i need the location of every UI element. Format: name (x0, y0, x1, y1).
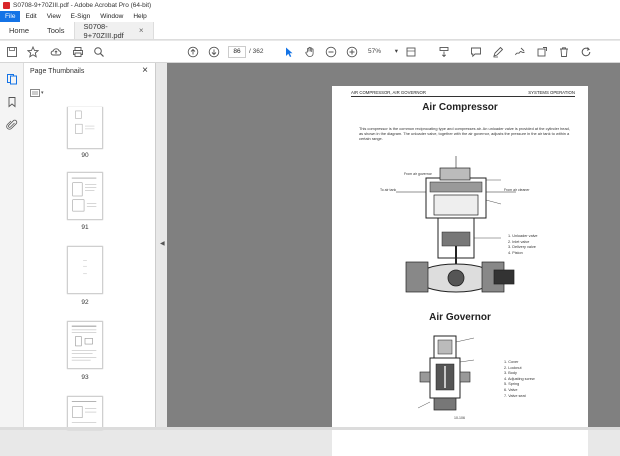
attachments-icon[interactable] (6, 119, 18, 131)
section-title-air-governor: Air Governor (332, 312, 588, 323)
legend-item: 7. Valve seat (504, 394, 535, 400)
navigation-pane (0, 63, 24, 430)
menu-edit[interactable]: Edit (20, 11, 41, 22)
legend-item: 1. Cover (504, 360, 535, 366)
menu-help[interactable]: Help (128, 11, 151, 22)
tab-document[interactable] (74, 22, 154, 39)
chevron-down-icon: ▾ (41, 90, 44, 96)
search-icon[interactable] (93, 46, 105, 58)
window-title: S0708-9+70ZIII.pdf - Adobe Acrobat Pro (64-bit) (13, 2, 151, 9)
thumbnail-preview (68, 173, 102, 219)
hand-tool-icon[interactable] (304, 46, 316, 58)
tab-home[interactable]: Home (0, 22, 38, 39)
upload-cloud-icon[interactable] (50, 46, 62, 58)
compressor-legend (508, 234, 538, 256)
page-total: / 362 (249, 46, 263, 58)
rotate-icon[interactable] (580, 46, 592, 58)
thumbnail-options-menu[interactable] (30, 88, 48, 98)
menu-file[interactable]: File (0, 11, 20, 22)
delete-trash-icon[interactable] (558, 46, 570, 58)
menu-esign[interactable]: E-Sign (66, 11, 96, 22)
document-viewer[interactable] (167, 63, 620, 430)
tab-document-label: S0708-9+70ZIII.pdf (84, 22, 139, 40)
page-header-left: AIR COMPRESSOR, AIR GOVERNOR (351, 90, 426, 95)
governor-legend (504, 360, 535, 399)
bookmark-star-icon[interactable] (27, 46, 39, 58)
legend-item: 6. Valve (504, 388, 535, 394)
menu-bar (0, 11, 620, 22)
acrobat-logo-icon (3, 2, 10, 9)
zoom-out-icon[interactable] (325, 46, 337, 58)
thumbnails-panel-title: Page Thumbnails (30, 68, 84, 75)
legend-item: 2. Inlet valve (508, 240, 538, 246)
thumbnail-page-90[interactable] (67, 107, 103, 149)
page-thumbnails-icon[interactable] (6, 73, 18, 85)
air-governor-diagram (412, 332, 482, 422)
sign-icon[interactable] (514, 46, 526, 58)
thumbnail-page-91[interactable] (67, 172, 103, 220)
comment-icon[interactable] (470, 46, 482, 58)
thumbnail-preview (68, 247, 102, 293)
label-from-air-cleaner: From air cleaner (504, 188, 529, 194)
toolbar (0, 41, 620, 63)
thumbnail-page-94[interactable] (67, 396, 103, 430)
thumbnail-label-90: 90 (67, 152, 103, 159)
legend-item: 4. Piston (508, 251, 538, 257)
previous-page-icon[interactable] (187, 46, 199, 58)
share-link-icon[interactable] (536, 46, 548, 58)
thumbnail-label-91: 91 (67, 224, 103, 231)
title-bar (0, 0, 620, 11)
thumbnail-page-92[interactable] (67, 246, 103, 294)
thumbnail-page-93[interactable] (67, 321, 103, 369)
scroll-mode-icon[interactable] (438, 46, 450, 58)
legend-item: 3. Delivery valve (508, 245, 538, 251)
tab-close-icon[interactable]: × (139, 26, 144, 35)
figure-code: 10-106 (454, 416, 465, 422)
menu-window[interactable]: Window (95, 11, 128, 22)
page-thumbnails-panel (24, 63, 156, 430)
page-header (351, 90, 575, 97)
highlight-pen-icon[interactable] (492, 46, 504, 58)
air-compressor-diagram (376, 150, 536, 310)
thumbnail-label-93: 93 (67, 374, 103, 381)
page-number-input[interactable]: 86 (228, 46, 246, 58)
label-to-air-tank: To air tank (380, 188, 396, 194)
thumbnail-label-92: 92 (67, 299, 103, 306)
page-header-right: SYSTEMS OPERATION (528, 90, 575, 95)
next-page-icon[interactable] (208, 46, 220, 58)
close-icon[interactable]: × (142, 65, 148, 76)
print-icon[interactable] (72, 46, 84, 58)
tab-tools[interactable]: Tools (38, 22, 74, 39)
tab-bar (0, 22, 620, 40)
section-title-air-compressor: Air Compressor (332, 102, 588, 113)
thumbnail-preview (68, 322, 102, 368)
page-display-icon[interactable] (405, 46, 417, 58)
legend-item: 4. Adjusting screw (504, 377, 535, 383)
thumbnail-preview (68, 107, 102, 147)
document-page (332, 86, 588, 456)
legend-item: 2. Locknut (504, 366, 535, 372)
thumbnail-preview (68, 397, 102, 429)
save-icon[interactable] (6, 46, 18, 58)
zoom-in-icon[interactable] (346, 46, 358, 58)
legend-item: 5. Spring (504, 382, 535, 388)
collapse-panel-icon[interactable]: ◀ (160, 240, 165, 250)
zoom-level-dropdown[interactable] (368, 46, 398, 58)
label-from-air-governor: From air governor (404, 172, 432, 178)
legend-item: 3. Body (504, 371, 535, 377)
thumbnail-options-icon (30, 89, 40, 97)
bookmarks-icon[interactable] (6, 96, 18, 108)
select-cursor-icon[interactable] (283, 46, 295, 58)
compressor-description: This compressor is the common reciprocating type and compresses air. An unloader valve is provided at the cylinder head, as shown in the diagram. The unloader valve, together with the air governor, adjusts the pressure in the air tank to within a certain range. (359, 126, 571, 141)
legend-item: 1. Unloader valve (508, 234, 538, 240)
menu-view[interactable]: View (42, 11, 66, 22)
chevron-down-icon: ▾ (395, 46, 398, 58)
zoom-level-value: 57% (368, 46, 381, 58)
